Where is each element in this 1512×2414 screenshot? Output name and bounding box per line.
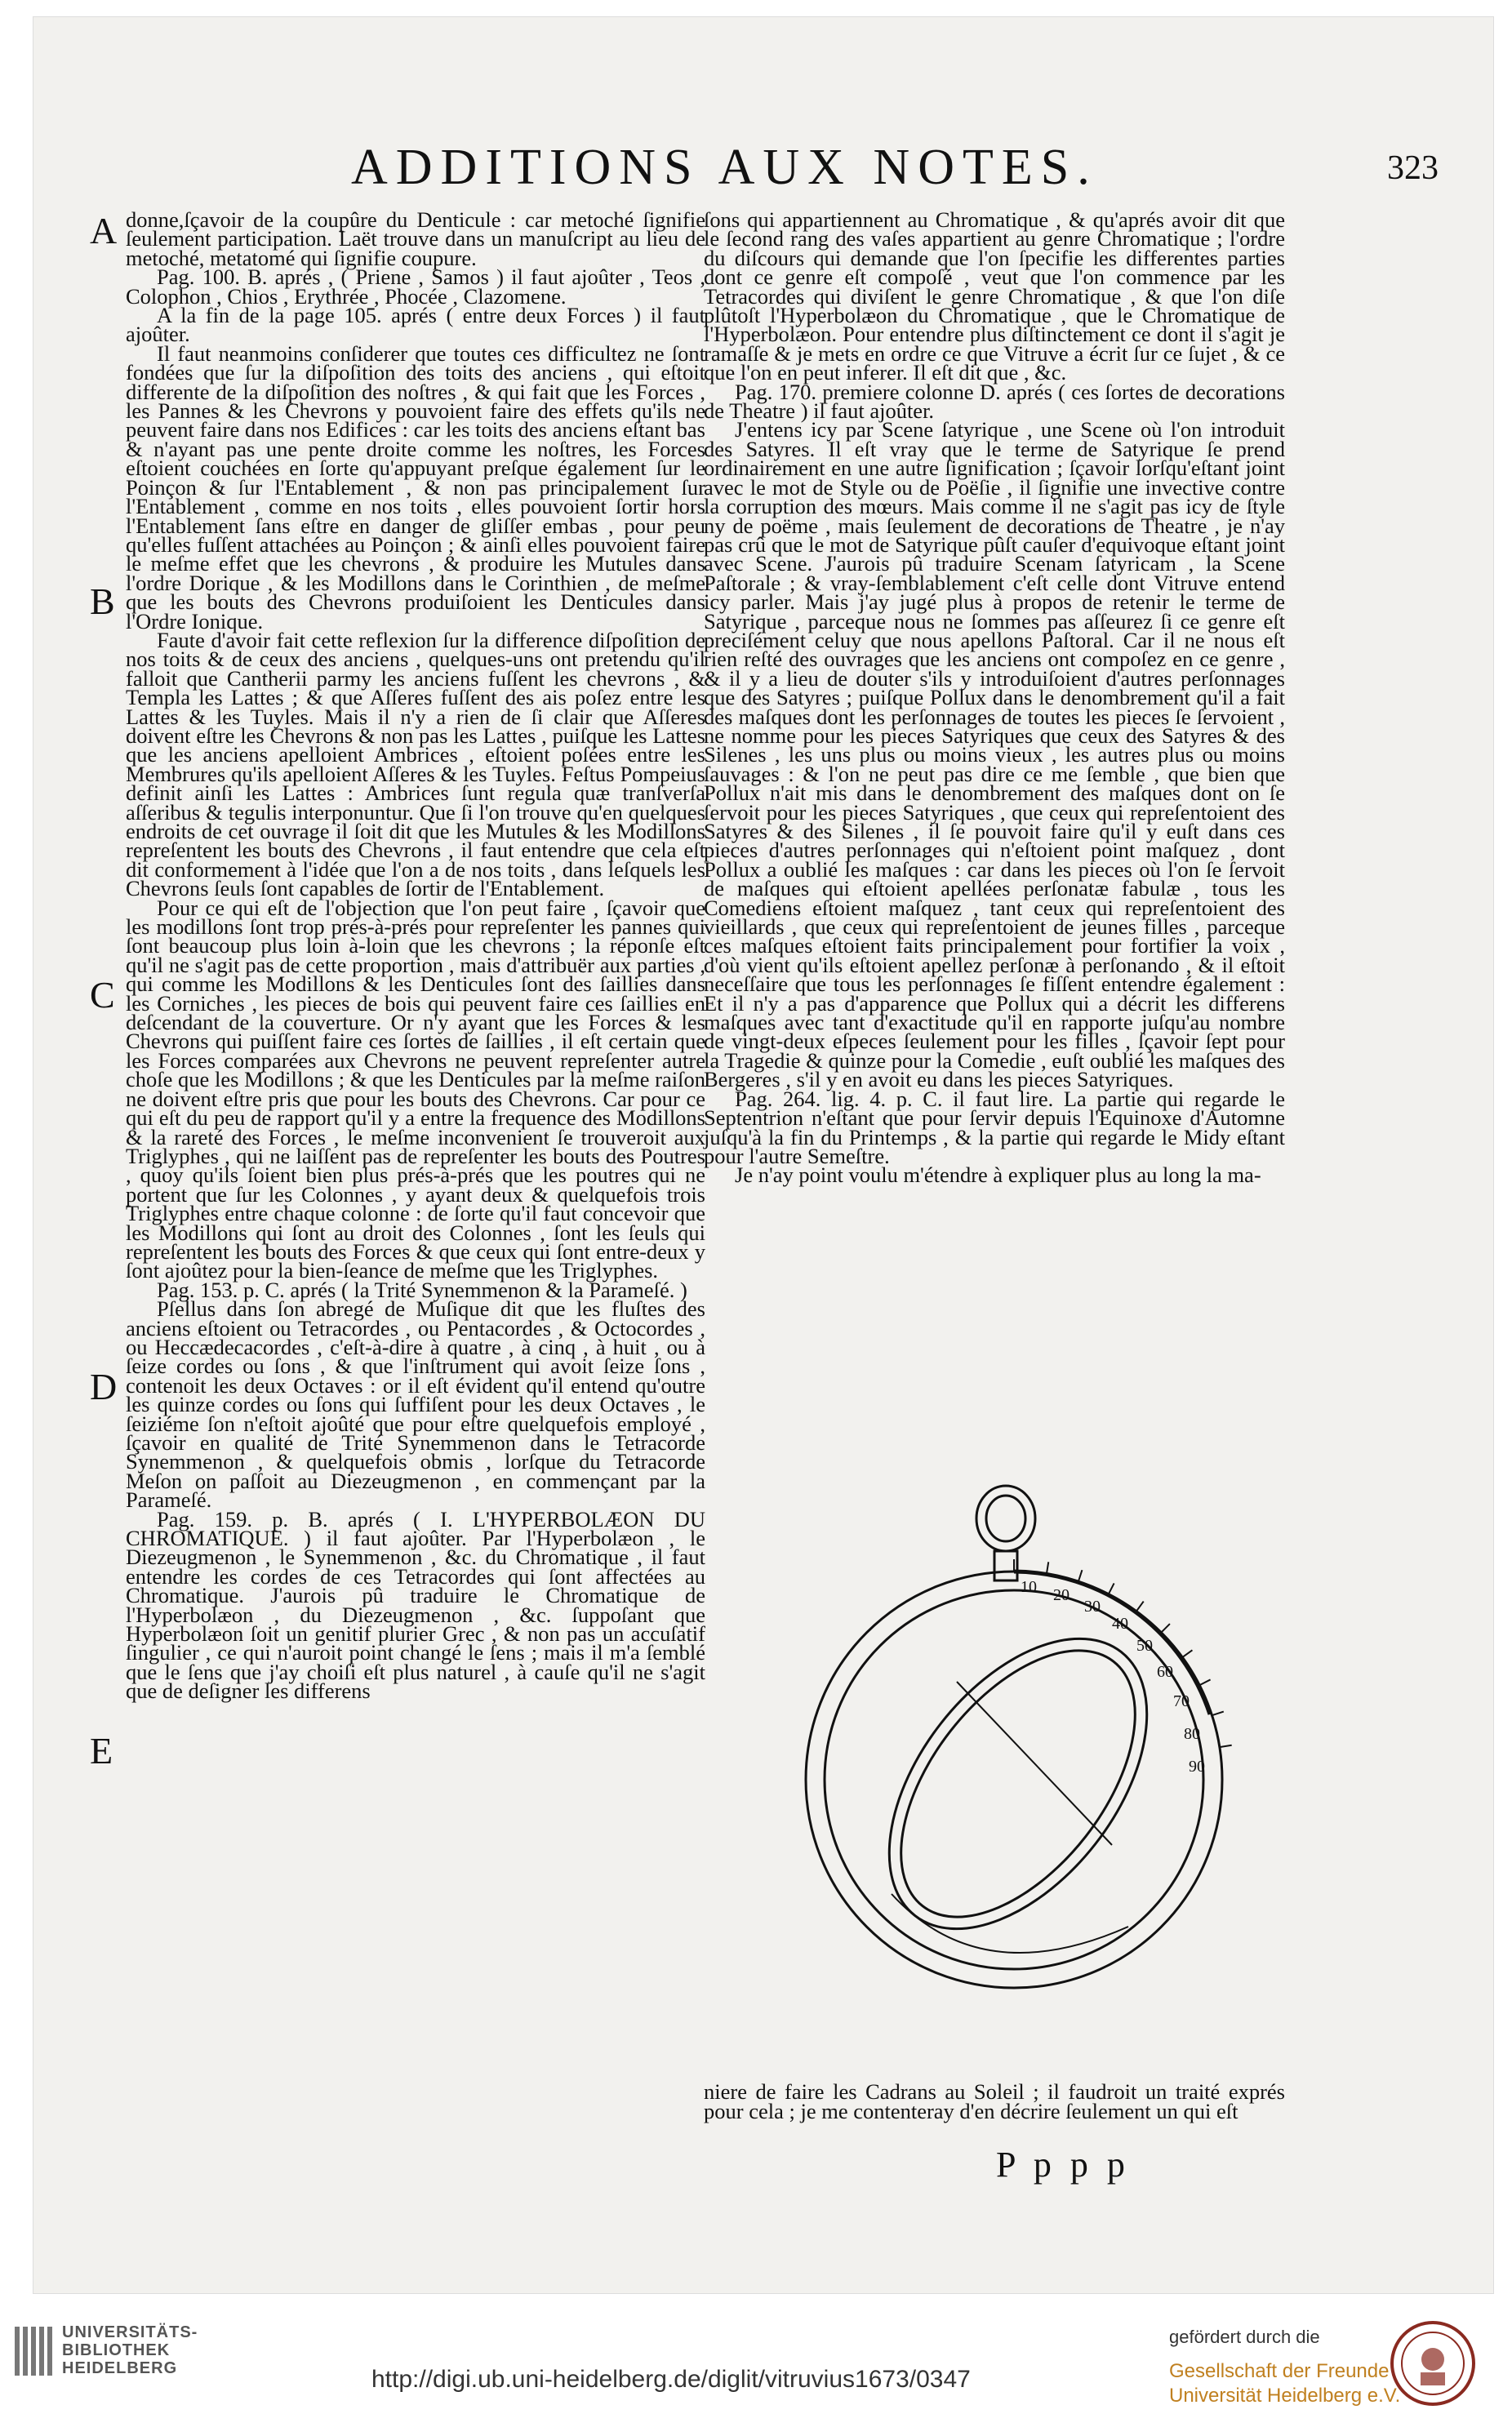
scale-tick [1182,1650,1192,1657]
sundial-ring-diagram [769,1469,1292,2041]
scale-tick [1109,1583,1114,1594]
right-paragraph: Pag. 264. lig. 4. p. C. il faut lire. La partie qui regarde le Septentrion n'eſtant que pour ſervir depuis l'Equinoxe d'Automne juſqu'à la fin du Printemps , & la partie qui regarde le Midy eſtant pour l'autre Semeſtre. [704,1086,1285,1168]
right-paragraph: ſons qui appartiennent au Chromatique , & qu'aprés avoir dit que le ſecond rang des vaſes appartient au genre Chromatique ; l'ordre du diſcours qui demande que l'on ſpecifie les differentes parties dont ce genre eſt compoſé , veut que l'on commence par les Tetracordes qui diviſent le genre Chromatique , & que l'on diſe plûtoſt l'Hyperbolæon du Chromatique , que le Chromatique de l'Hyperbolæon. Pour entendre plus diſtinctement ce dont il s'agit je ramaſſe & je mets en ordre ce que Vitruve a écrit ſur ce ſujet , & ce que l'on en peut inferer. Il eſt dit que , &c. [704,207,1285,385]
margin-letter-b: B [90,580,115,622]
footer [0,2294,1512,2414]
scale-label: 40 [1112,1615,1128,1633]
left-paragraph: Faute d'avoir fait cette reflexion ſur la difference diſpoſition de nos toits & de ceux des anciens , quelques-uns ont pretendu qu'il falloit que Cantherii parmy les anciens fuſſent les chevrons , & Templa les Lattes ; & que Aſſeres fuſſent des ais poſez entre les Lattes & les Tuyles. Mais il n'y a rien de ſi clair que Aſſeres doivent eſtre les Chevrons & non pas les Lattes , puiſque les Lattes que les anciens apelloient Ambrices , eſtoient poſées entre les Membrures qu'ils apelloient Aſſeres & les Tuyles. Feſtus Pompeius definit ainſi les Lattes : Ambrices ſunt regula quæ tranſverſa aſſeribus & tegulis interponuntur. Que ſi l'on trouve qu'en quelques endroits de cet ouvrage il ſoit dit que les Mutules & les Modillons repreſentent les bouts des Chevrons , il faut entendre que cela eſt dit conformement à l'idée que l'on a de nos toits , dans leſquels les Chevrons ſeuls ſont capables de ſortir de l'Entablement. [126,627,705,901]
scale-tick [1220,1745,1232,1747]
scale-tick [1047,1562,1048,1574]
left-paragraph: Il faut neanmoins conſiderer que toutes ces difficultez ne ſont fondées que ſur la diſpoſition des toits des anciens , qui eſtoit differente de la diſpoſition des noſtres , & qui fait que les Forces , les Pannes & les Chevrons y pouvoient faire des effets qu'ils ne peuvent faire dans nos Edifices : car les toits des anciens eſtant bas & n'ayant pas une pente droite comme les noſtres, les Forces eſtoient couchées en ſorte qu'appuyant preſque également ſur le Poinçon & ſur l'Entablement , & non pas principalement ſur l'Entablement , comme en nos toits , elles pouvoient ſortir hors l'Entablement ſans eſtre en danger de gliſſer embas , pour peu qu'elles fuſſent attachées au Poinçon ; & ainſi elles pouvoient faire le meſme effet que les chevrons , & produire les Mutules dans l'ordre Dorique , & les Modillons dans le Corinthien , de meſme que les bouts des Chevrons produiſoient les Denticules dans l'Ordre Ionique. [126,340,705,634]
left-paragraph: Pag. 153. p. C. aprés ( la Trité Synemmenon & la Parameſé. ) [157,1277,687,1302]
scale-label: 90 [1189,1758,1205,1776]
library-logo[interactable] [11,2323,198,2405]
source-url-link[interactable]: http://digi.ub.uni-heidelberg.de/diglit/vitruvius1673/0347 [371,2366,971,2393]
left-paragraph: Pſellus dans ſon abregé de Muſique dit que les fluſtes des anciens eſtoient ou Tetracordes , ou Pentacordes , & Octocordes , ou Heccædecacordes , c'eſt-à-dire à quatre , à cinq , à huit , ou à ſeize cordes ou ſons , & que l'inſtrument qui avoit ſeize ſons , contenoit les deux Octaves : or il eſt évident qu'il entend qu'outre les quinze cordes ou ſons qui ſuffiſent pour les deux Octaves , le ſeiziéme ſon n'eſtoit ajoûté que pour eſtre quelquefois employé , ſçavoir en qualité de Trité Synemmenon dans le Tetracorde Synemmenon , & quelquefois obmis , lorſque du Tetracorde Meſon on paſſoit au Diezeugmenon , en commençant par la Parameſé. [126,1296,705,1513]
university-seal-icon [1388,2318,1478,2408]
scale-label: 30 [1084,1598,1101,1616]
library-logo-icon [11,2323,57,2381]
right-paragraph: Je n'ay point voulu m'étendre à expliquer plus au long la ma- [735,1163,1261,1188]
right-column-continuation: niere de faire les Cadrans au Soleil ; il faudroit un traité exprés pour cela ; je me contenteray d'en décrire ſeulement un qui eſt [704,2079,1285,2123]
scale-label: 80 [1184,1725,1200,1743]
page-number: 323 [1387,149,1439,187]
logo-line: UNIVERSITÄTS- [62,2323,198,2341]
margin-letter-a: A [90,210,118,251]
margin-letter-d: D [90,1366,118,1407]
scale-label: 50 [1136,1637,1153,1655]
scale-tick [1161,1624,1170,1633]
signature-mark: P p p p [996,2145,1130,2185]
library-logo-text [62,2323,198,2377]
logo-line: BIBLIOTHEK [62,2341,171,2359]
scanned-page [33,16,1494,2294]
right-paragraph: J'entens icy par Scene ſatyrique , une Scene où l'on introduit des Satyres. Il eſt vray que le terme de Satyrique ſe prend ordinairement en une autre ſignification ; ſçavoir lorſqu'eſtant joint avec le mot de Style ou de Poëſie , il ſignifie une invective contre la corruption des mœurs. Mais comme il ne s'agit pas icy de ſtyle ny de poëme , mais ſeulement de decorations de Theatre , je n'ay pas crû que le mot de Satyrique pûſt cauſer d'equivoque eſtant joint avec Scene. J'aurois pû traduire Scenam ſatyricam , la Scene Paſtorale ; & vray-ſemblablement c'eſt celle dont Vitruve entend icy parler. Mais j'ay jugé plus à propos de retenir le terme de Satyrique , parceque nous ne ſommes pas aſſeurez ſi ce genre eſt preciſément celuy que nous apellons Paſtoral. Car il ne nous eſt rien reſté des ouvrages que les anciens ont compoſez en ce genre , & il y a lieu de douter s'ils y introduiſoient d'autres perſonnages que des Satyres ; puiſque Pollux dans le denombrement qu'il a fait des maſques dont les perſonnages de toutes les pieces ſe ſervoient , ne nomme pour les pieces Satyriques que ceux des Satyres & des Silenes , les uns plus ou moins vieux , les autres plus ou moins ſauvages : & l'on ne peut pas dire ce me ſemble , que bien que Pollux n'ait mis dans le denombrement des maſques dont on ſe ſervoit pour les pieces Satyriques , que ceux qui repreſentoient des Satyres & des Silenes , il ſe pouvoit faire qu'il y euſt dans ces pieces d'autres perſonnages qui n'eſtoient point maſquez , dont Pollux a oublié les maſques : car dans les pieces où l'on ſe ſervoit de maſques qui eſtoient apellées perſonatæ fabulæ , tous les Comediens eſtoient maſquez , tant ceux qui repreſentoient des vieillards , que ceux qui repreſentoient de jeunes filles , parceque ces maſques eſtoient faits principalement pour fortifier la voix , d'où vient qu'ils eſtoient apellez perſonæ à perſonando , & il eſtoit neceſſaire que tous les perſonnages ſe fiſſent entendre également : Et il n'y a pas d'apparence que Pollux qui a décrit les differens maſques avec tant d'exactitude qu'il en rapporte juſqu'au nombre de vingt-deux eſpeces ſeulement pour les filles , ſçavoir ſept pour la Tragedie & quinze pour la Comedie , euſt oublié les maſques des Bergeres , s'il y en avoit eu dans les pieces Satyriques. [704,417,1285,1092]
scale-tick [1136,1602,1144,1612]
scale-tick [1212,1712,1224,1716]
left-paragraph: donne,ſçavoir de la coupûre du Denticule : car metoché ſignifie ſeulement participation. Laët trouve dans un manuſcript au lieu de metoché, metatomé qui ſignifie coupure. [126,207,705,270]
page-header [33,139,1494,212]
society-line: Gesellschaft der Freunde [1169,2360,1390,2382]
left-paragraph: Pag. 159. p. B. aprés ( I. L'HYPERBOLÆON DU CHROMATIQUE. ) il faut ajoûter. Par l'Hyperbolæon , le Diezeugmenon , le Synemmenon , &c. du Chromatique , il faut entendre les cordes de ces Tetracordes qui ſont affectées au Chromatique. J'aurois pû traduire le Chromatique de l'Hyperbolæon , du Diezeugmenon , &c. ſuppoſant que Hyperbolæon ſoit un genitif plurier Grec , & non pas un accuſatif ſingulier , ce qui n'auroit point changé le ſens ; mais il m'a ſemblé que le ſens que j'ay choiſi eſt plus naturel , à cauſe qu'il ne s'agit que de deſigner les differens [126,1506,705,1704]
society-name[interactable] [1169,2359,1400,2408]
scale-label: 20 [1053,1586,1070,1604]
left-paragraph: Pour ce qui eſt de l'objection que l'on peut faire , ſçavoir que les modillons ſont trop prés-à-prés pour repreſenter les pannes qui ſont beaucoup plus loin à-loin que les chevrons ; la réponſe eſt qu'il ne s'agit pas de cette proportion , mais d'attribuër aux parties , qui comme les Modillons & les Denticules ſont des ſaillies dans les Corniches , les pieces de bois qui peuvent faire ces ſaillies en deſcendant de la couverture. Or n'y ayant que les Forces & les Chevrons qui puiſſent faire ces ſortes de ſaillies , il eſt certain que les Forces comparées aux Chevrons ne peuvent repreſenter autre choſe que les Modillons ; & que les Denticules par la meſme raiſon ne doivent eſtre pris que pour les bouts des Chevrons. Car pour ce qui eſt du peu de rapport qu'il y a entre la frequence des Modillons & la rareté des Forces , le meſme inconvenient ſe trouveroit aux Triglyphes , qui ne laiſſent pas de repreſenter les bouts des Poutres , quoy qu'ils ſoient bien plus prés-à-prés que les poutres qui ne portent que ſur les Colonnes , y ayant deux & quelquefois trois Triglyphes entre chaque colonne : de ſorte qu'il faut concevoir que les Modillons qui ſont au droit des Colonnes , ſont les ſeuls qui repreſentent les bouts des Forces & que ceux qui ſont entre-deux y ſont ajoûtez pour la bien-ſeance de meſme que les Triglyphes. [126,895,705,1283]
right-paragraph: Pag. 170. premiere colonne D. aprés ( ces ſortes de decorations de Theatre ) il faut ajoûter. [704,379,1285,424]
margin-letter-c: C [90,974,115,1016]
funded-by-text: gefördert durch die [1169,2327,1320,2347]
gnomon-bar [957,1682,1112,1845]
scale-label: 60 [1157,1663,1173,1681]
left-paragraph: A la fin de la page 105. aprés ( entre deux Forces ) il faut ajoûter. [126,303,705,347]
left-column [126,207,705,1704]
running-head: ADDITIONS AUX NOTES. [351,140,1098,195]
right-column [704,207,1285,1188]
margin-letter-e: E [90,1730,113,1772]
society-line: Universität Heidelberg e.V. [1169,2385,1401,2407]
scale-tick [1199,1679,1210,1685]
left-paragraph: Pag. 100. B. aprés , ( Priene , Samos ) il faut ajoûter , Teos , Colophon , Chios , Erythrée , Phocée , Clazomene. [126,265,705,309]
scale-tick [1078,1570,1083,1581]
scale-label: 10 [1021,1578,1037,1596]
scale-label: 70 [1173,1692,1190,1710]
logo-line: HEIDELBERG [62,2359,178,2377]
